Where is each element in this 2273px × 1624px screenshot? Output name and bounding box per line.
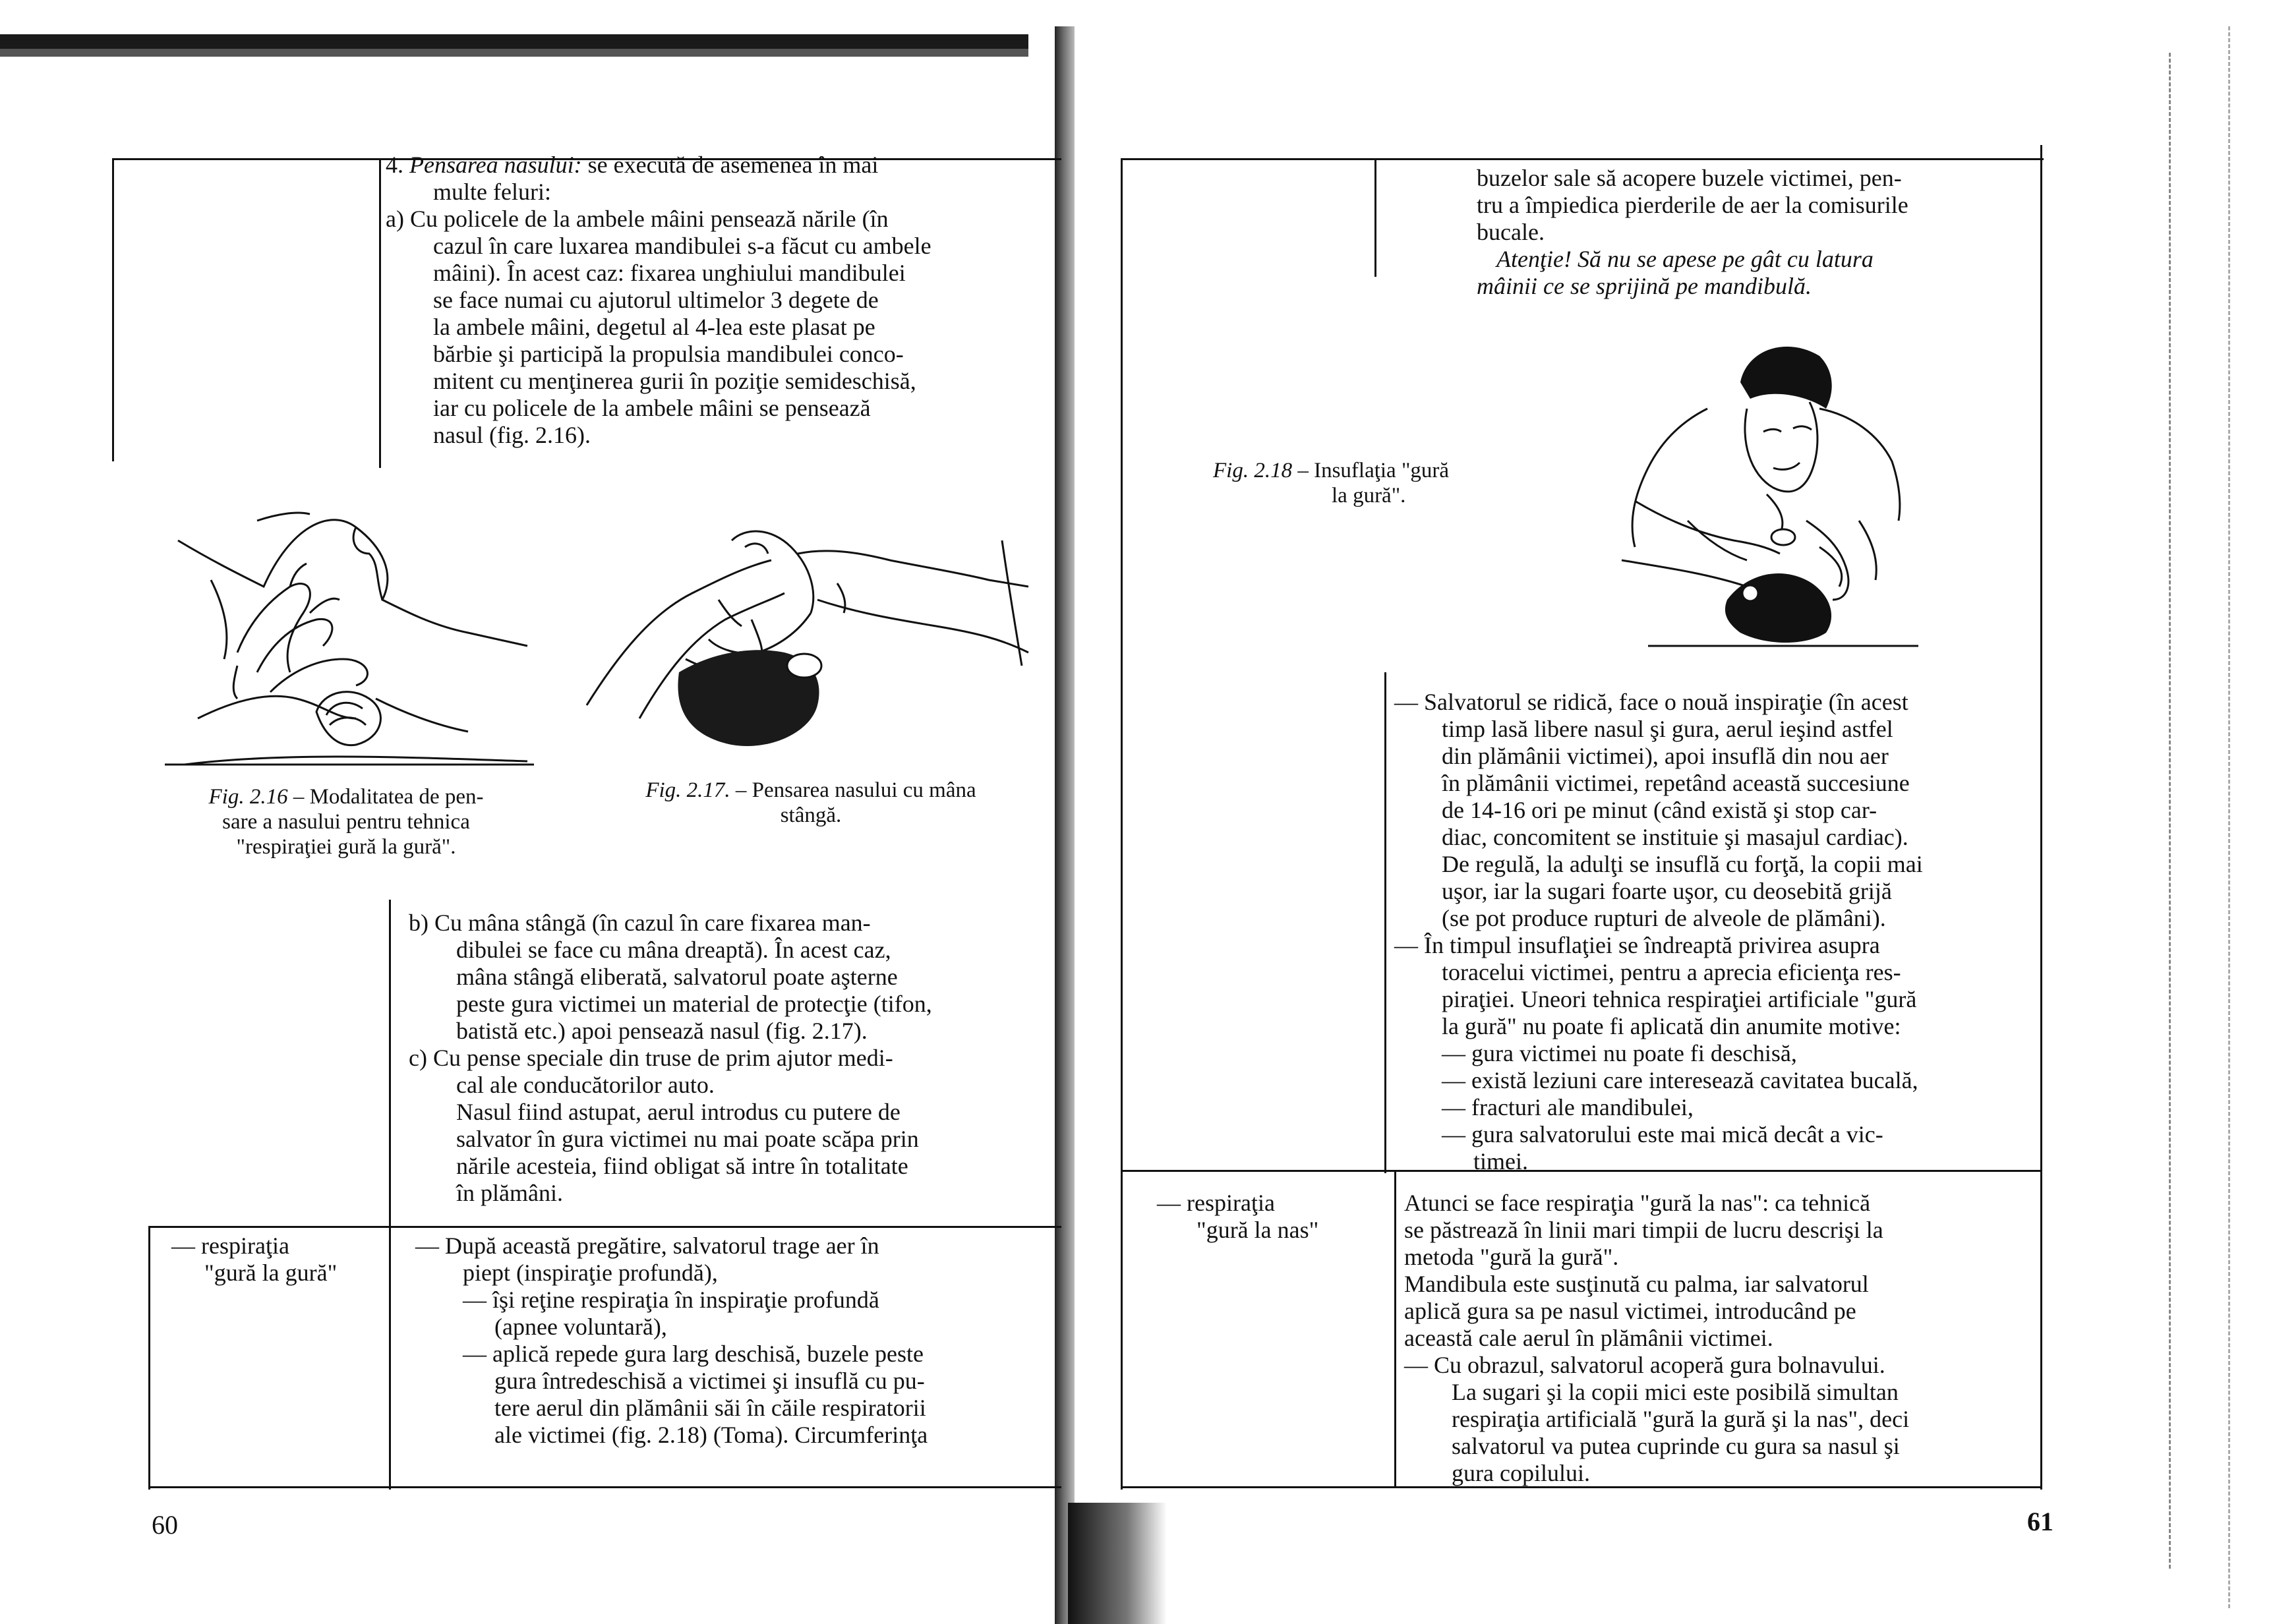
figure-2-18-illustration bbox=[1609, 323, 1925, 659]
r-attention-line-1: Atenţie! Să nu se apese pe gât cu latura bbox=[1496, 246, 1874, 272]
r-middle-text bbox=[1394, 689, 2040, 1175]
itemc-line-2: cal ale conducătorilor auto. bbox=[456, 1072, 715, 1098]
table-bottom-border bbox=[148, 1486, 1061, 1488]
r-top-text bbox=[1477, 165, 2030, 300]
item4-line-2: multe feluri: bbox=[433, 179, 551, 205]
figure-2-16-svg bbox=[158, 501, 541, 778]
gn-line-7: — Cu obrazul, salvatorul acoperă gura bolnavului. bbox=[1404, 1352, 1885, 1378]
fig218-label: Fig. 2.18 bbox=[1213, 459, 1293, 482]
itemb-line-3: mâna stângă eliberată, salvatorul poate aşterne bbox=[456, 964, 898, 990]
item4-line-3: a) Cu policele de la ambele mâini pensează nările (în bbox=[386, 206, 889, 232]
gura-la-gura-procedure-text bbox=[415, 1232, 1058, 1449]
item4-line-8: bărbie şi participă la propulsia mandibulei conco- bbox=[433, 341, 904, 367]
table-divider-mid bbox=[389, 900, 391, 1256]
r-mid-line-15: — există leziuni care interesează cavitatea bucală, bbox=[1442, 1067, 1918, 1093]
r-mid-line-2: timp lasă libere nasul şi gura, aerul ieşind astfel bbox=[1442, 716, 1893, 742]
item4-line-4: cazul în care luxarea mandibulei s-a făcut cu ambele bbox=[433, 233, 931, 259]
r-attention-line-2: mâinii ce se sprijină pe mandibulă. bbox=[1477, 273, 1812, 299]
r-table-top-border bbox=[1121, 158, 2044, 160]
r-top-line-3: bucale. bbox=[1477, 219, 1545, 245]
gg-line-3: — îşi reţine respiraţia în inspiraţie profundă bbox=[463, 1287, 879, 1313]
fig218-text-2: la gură". bbox=[1332, 484, 1406, 508]
r-top-line-1: buzelor sale să acopere buzele victimei, pen- bbox=[1477, 165, 1902, 191]
item4-line-10: iar cu policele de la ambele mâini se pensează bbox=[433, 395, 871, 421]
r-table-divider-mid bbox=[1384, 672, 1386, 1173]
gg-line-8: ale victimei (fig. 2.18) (Toma). Circumferinţa bbox=[494, 1422, 928, 1448]
gn-line-4: Mandibula este susţinută cu palma, iar salvatorul bbox=[1404, 1271, 1869, 1297]
gn-label-1: — respiraţia bbox=[1157, 1190, 1275, 1216]
fig217-text-2: stângă. bbox=[780, 803, 842, 827]
r-mid-line-17: — gura salvatorului este mai mică decât a vic- bbox=[1442, 1121, 1883, 1147]
gn-line-10: salvatorul va putea cuprinde cu gura sa nasul şi bbox=[1452, 1433, 1900, 1459]
gg-label-2: "gură la gură" bbox=[204, 1260, 338, 1286]
r-mid-line-12: piraţiei. Uneori tehnica respiraţiei artificiale "gură bbox=[1442, 986, 1917, 1012]
item-4-text bbox=[386, 152, 1058, 449]
gn-line-3: metoda "gură la gură". bbox=[1404, 1244, 1619, 1270]
table-row-border bbox=[148, 1226, 1061, 1228]
r-mid-line-13: la gură" nu poate fi aplicată din anumite motive: bbox=[1442, 1013, 1901, 1039]
scan-edge-shadow bbox=[0, 34, 1028, 49]
fig217-label: Fig. 2.17. bbox=[645, 778, 730, 802]
r-table-divider-bottom bbox=[1394, 1170, 1396, 1486]
r-mid-line-14: — gura victimei nu poate fi deschisă, bbox=[1442, 1040, 1797, 1066]
itemc-line-3: Nasul fiind astupat, aerul introdus cu putere de bbox=[456, 1099, 900, 1125]
gn-line-6: această cale aerul în plămânii victimei. bbox=[1404, 1325, 1773, 1351]
gn-label-2: "gură la nas" bbox=[1196, 1217, 1319, 1243]
gg-line-7: tere aerul din plămânii săi în căile respiratorii bbox=[494, 1395, 926, 1421]
respiratia-gura-la-gura-label bbox=[171, 1232, 382, 1287]
gg-line-5: — aplică repede gura larg deschisă, buzele peste bbox=[463, 1341, 924, 1367]
gg-line-2: piept (inspiraţie profundă), bbox=[463, 1260, 718, 1286]
item4-line-9: mitent cu menţinerea gurii în poziţie semideschisă, bbox=[433, 368, 916, 394]
r-mid-line-6: diac, concomitent se instituie şi masajul cardiac). bbox=[1442, 824, 1908, 850]
itemc-line-6: în plămâni. bbox=[456, 1180, 563, 1206]
r-table-divider-top bbox=[1374, 158, 1376, 277]
fig216-text-2: sare a nasului pentru tehnica bbox=[222, 810, 470, 834]
table-divider-bottom bbox=[389, 1226, 391, 1490]
fig216-text-3: "respiraţiei gură la gură". bbox=[236, 835, 456, 859]
itemb-line-4: peste gura victimei un material de protecţie (tifon, bbox=[456, 991, 932, 1017]
item4-line-6: se face numai cu ajutorul ultimelor 3 degete de bbox=[433, 287, 879, 313]
itemc-line-5: nările acesteia, fiind obligat să intre în totalitate bbox=[456, 1153, 908, 1179]
figure-2-17-illustration bbox=[580, 521, 1035, 771]
page-edge-marks-2 bbox=[2228, 26, 2233, 1608]
fig218-text: – Insuflaţia "gură bbox=[1292, 459, 1450, 482]
gg-line-4: (apnee voluntară), bbox=[494, 1314, 667, 1340]
gn-line-1: Atunci se face respiraţia "gură la nas": ca tehnică bbox=[1404, 1190, 1871, 1216]
gn-line-11: gura copilului. bbox=[1452, 1460, 1590, 1486]
items-b-c-text bbox=[409, 910, 1058, 1207]
table-left-border-top bbox=[112, 158, 114, 461]
gn-line-8: La sugari şi la copii mici este posibilă simultan bbox=[1452, 1379, 1899, 1405]
page-number-left: 60 bbox=[152, 1510, 178, 1540]
r-mid-line-10: — În timpul insuflaţiei se îndreaptă privirea asupra bbox=[1394, 932, 1880, 958]
figure-2-16-illustration bbox=[158, 501, 541, 778]
r-mid-line-1: — Salvatorul se ridică, face o nouă inspiraţie (în acest bbox=[1394, 689, 1908, 715]
figure-2-16-caption bbox=[175, 784, 517, 859]
figure-2-17-caption bbox=[587, 778, 1035, 828]
gg-label-1: — respiraţia bbox=[171, 1232, 289, 1259]
gg-line-6: gura întredeschisă a victimei şi insuflă cu pu- bbox=[494, 1368, 925, 1394]
gn-line-2: se păstrează în linii mari timpii de lucru descrişi la bbox=[1404, 1217, 1883, 1243]
r-mid-line-16: — fracturi ale mandibulei, bbox=[1442, 1094, 1694, 1120]
scan-edge-shadow-2 bbox=[0, 49, 1028, 57]
r-mid-line-18: timei. bbox=[1473, 1148, 1528, 1174]
item4-line-11: nasul (fig. 2.16). bbox=[433, 422, 591, 448]
fig217-text: – Pensarea nasului cu mâna bbox=[730, 778, 976, 802]
book-spine-shadow-bottom bbox=[1068, 1503, 1167, 1624]
figure-2-18-svg bbox=[1609, 323, 1925, 659]
gura-la-nas-procedure-text bbox=[1404, 1190, 2037, 1487]
page-number-right: 61 bbox=[2027, 1507, 2053, 1536]
itemc-line-4: salvator în gura victimei nu mai poate scăpa prin bbox=[456, 1126, 919, 1152]
itemb-line-2: dibulei se face cu mâna dreaptă). În acest caz, bbox=[456, 937, 891, 963]
item4-line-1: 4. Pensarea nasului: se execută de asemenea în mai bbox=[386, 152, 879, 178]
r-table-left-border bbox=[1121, 158, 1123, 1490]
item4-line-5: mâini). În acest caz: fixarea unghiului mandibulei bbox=[433, 260, 906, 286]
r-mid-line-4: în plămânii victimei, repetând această succesiune bbox=[1442, 770, 1910, 796]
figure-2-18-caption bbox=[1213, 458, 1503, 508]
r-table-right-border bbox=[2040, 145, 2042, 1490]
r-mid-line-9: (se pot produce rupturi de alveole de plămâni). bbox=[1442, 905, 1886, 931]
fig216-label: Fig. 2.16 bbox=[208, 785, 288, 809]
r-top-line-2: tru a împiedica pierderile de aer la comisurile bbox=[1477, 192, 1908, 218]
respiratia-gura-la-nas-label bbox=[1157, 1190, 1381, 1244]
r-mid-line-7: De regulă, la adulţi se insuflă cu forţă, la copii mai bbox=[1442, 851, 1923, 877]
gn-line-9: respiraţia artificială "gură la gură şi la nas", deci bbox=[1452, 1406, 1910, 1432]
gg-line-1: — După această pregătire, salvatorul trage aer în bbox=[415, 1232, 879, 1259]
table-left-border-bottom bbox=[148, 1226, 150, 1490]
page-edge-marks bbox=[2169, 53, 2173, 1569]
itemc-line-1: c) Cu pense speciale din truse de prim ajutor medi- bbox=[409, 1045, 893, 1071]
itemb-line-5: batistă etc.) apoi pensează nasul (fig. 2.17). bbox=[456, 1018, 868, 1044]
item4-line-1-rest: se execută de asemenea în mai bbox=[587, 152, 879, 178]
r-mid-line-5: de 14-16 ori pe minut (când există şi stop car- bbox=[1442, 797, 1877, 823]
figure-2-17-svg bbox=[580, 521, 1035, 771]
table-divider-top bbox=[379, 158, 381, 468]
item4-line-7: la ambele mâini, degetul al 4-lea este plasat pe bbox=[433, 314, 875, 340]
gn-line-5: aplică gura sa pe nasul victimei, introducând pe bbox=[1404, 1298, 1856, 1324]
r-mid-line-11: toracelui victimei, pentru a aprecia eficienţa res- bbox=[1442, 959, 1901, 985]
r-mid-line-8: uşor, iar la sugari foarte uşor, cu deosebită grijă bbox=[1442, 878, 1892, 904]
r-mid-line-3: din plămânii victimei), apoi insuflă din nou aer bbox=[1442, 743, 1889, 769]
fig216-text: – Modalitatea de pen- bbox=[287, 785, 484, 809]
itemb-line-1: b) Cu mâna stângă (în cazul în care fixarea man- bbox=[409, 910, 871, 936]
